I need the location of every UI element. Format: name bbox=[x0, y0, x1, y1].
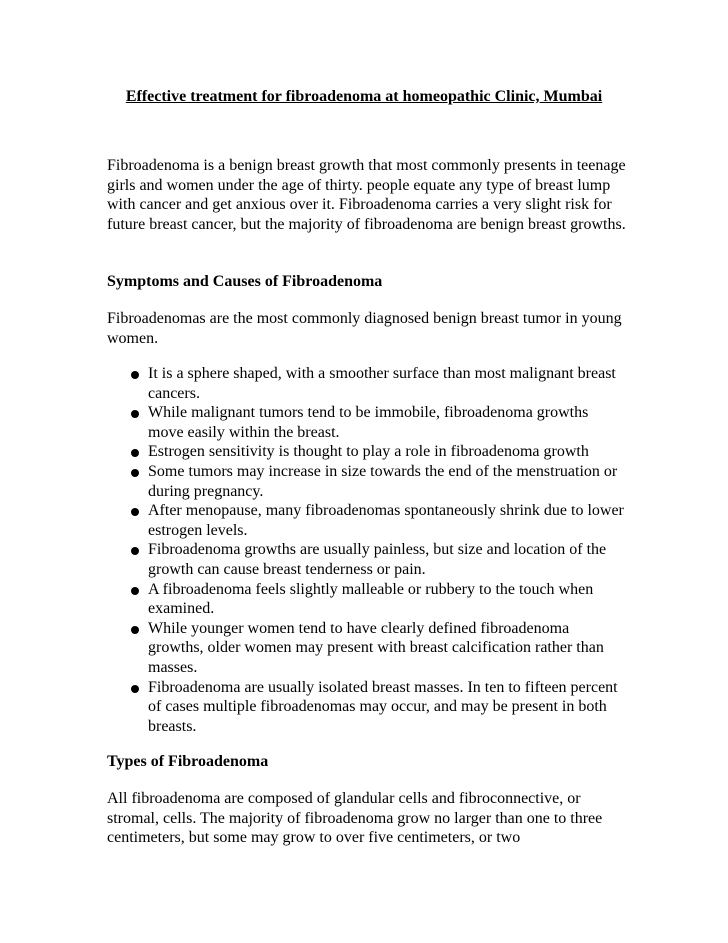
list-item-text: After menopause, many fibroadenomas spontaneously shrink due to lower estrogen levels. bbox=[148, 502, 624, 539]
list-item-text: Estrogen sensitivity is thought to play a role in fibroadenoma growth bbox=[148, 443, 589, 461]
list-item bbox=[107, 364, 627, 403]
document-title: Effective treatment for fibroadenoma at homeopathic Clinic, Mumbai bbox=[125, 88, 603, 105]
bullet-icon bbox=[131, 508, 139, 516]
list-item-text: While malignant tumors tend to be immobile, fibroadenoma growths move easily within the breast. bbox=[148, 404, 589, 441]
types-heading: Types of Fibroadenoma bbox=[107, 753, 269, 770]
list-item-text: Some tumors may increase in size towards the end of the menstruation or during pregnancy. bbox=[148, 462, 618, 500]
list-item-text: A fibroadenoma feels slightly malleable or rubbery to the touch when examined. bbox=[148, 580, 594, 618]
list-item-text: It is a sphere shaped, with a smoother surface than most malignant breast cancers. bbox=[148, 365, 616, 402]
bullet-icon bbox=[131, 587, 139, 595]
list-item bbox=[107, 442, 627, 462]
bullet-icon bbox=[131, 547, 139, 555]
list-item bbox=[107, 462, 627, 501]
list-item bbox=[107, 403, 627, 442]
list-item-text: Fibroadenoma are usually isolated breast masses. In ten to fifteen percent of cases multiple fibroadenomas may occur, and may be present in both breasts. bbox=[148, 678, 618, 735]
symptoms-lead-paragraph: Fibroadenomas are the most commonly diagnosed benign breast tumor in young women. bbox=[107, 310, 622, 347]
list-item-text: While younger women tend to have clearly defined fibroadenoma growths, older women may present with breast calcification rather than masses. bbox=[148, 619, 604, 676]
list-item bbox=[107, 619, 627, 678]
bullet-icon bbox=[131, 449, 139, 457]
bullet-icon bbox=[131, 469, 139, 477]
intro-paragraph: Fibroadenoma is a benign breast growth that most commonly presents in teenage girls and women under the age of thirty. people equate any type of breast lump with cancer and get anxious over it. Fibroadenoma carries a very slight risk for future breast cancer, but the majority of fibroadenoma are benign breast growths. bbox=[107, 157, 626, 233]
bullet-icon bbox=[131, 626, 139, 634]
bullet-icon bbox=[131, 371, 139, 379]
list-item bbox=[107, 580, 627, 619]
types-paragraph: All fibroadenoma are composed of glandular cells and fibroconnective, or stromal, cells. The majority of fibroadenoma grow no larger than one to three centimeters, but some may grow to over five centimeters, or two bbox=[107, 790, 603, 847]
list-item-text: Fibroadenoma growths are usually painless, but size and location of the growth can cause breast tenderness or pain. bbox=[148, 541, 607, 578]
list-item bbox=[107, 678, 627, 737]
symptoms-bullet-list bbox=[107, 364, 627, 736]
list-item bbox=[107, 540, 627, 579]
bullet-icon bbox=[131, 410, 139, 418]
list-item bbox=[107, 501, 627, 540]
bullet-icon bbox=[131, 685, 139, 693]
symptoms-heading: Symptoms and Causes of Fibroadenoma bbox=[107, 273, 383, 290]
